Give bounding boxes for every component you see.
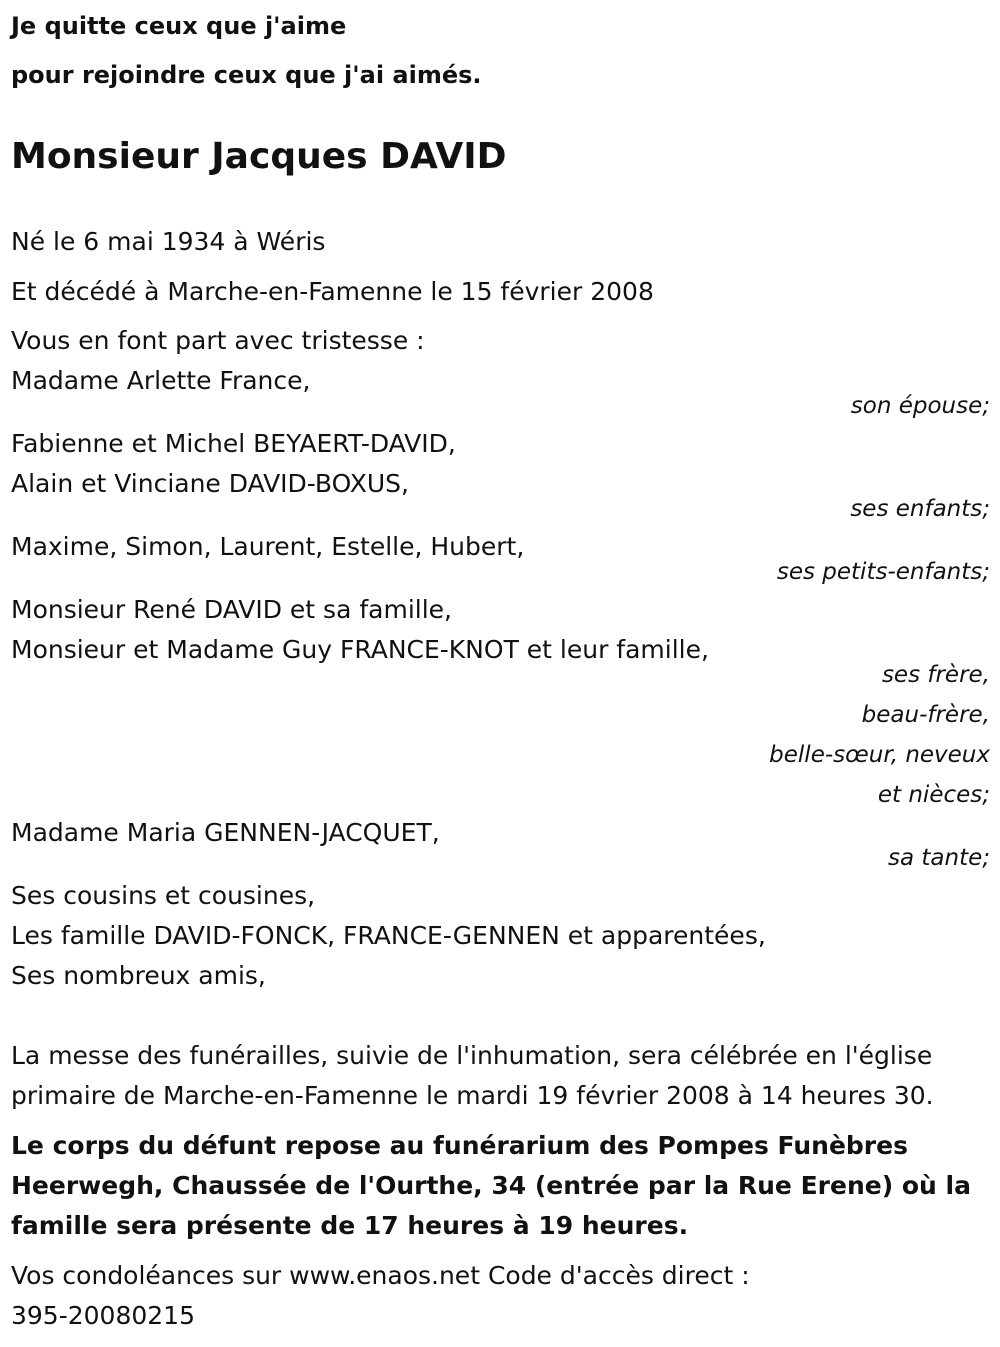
- relation-label: et nièces;: [877, 782, 990, 808]
- others-line: Les famille DAVID-FONCK, FRANCE-GENNEN et apparentées,: [11, 921, 766, 950]
- others-line: Ses nombreux amis,: [11, 961, 266, 990]
- ceremony-line-2: primaire de Marche-en-Famenne le mardi 19 février 2008 à 14 heures 30.: [11, 1081, 934, 1110]
- family-name: Fabienne et Michel BEYAERT-DAVID,: [11, 429, 456, 458]
- family-name: Monsieur et Madame Guy FRANCE-KNOT et leur famille,: [11, 635, 709, 664]
- family-name: Madame Maria GENNEN-JACQUET,: [11, 818, 440, 847]
- epigraph-line-1: Je quitte ceux que j'aime: [11, 12, 347, 40]
- family-name: Alain et Vinciane DAVID-BOXUS,: [11, 469, 409, 498]
- condolences-line: Vos condoléances sur www.enaos.net Code d'accès direct :: [11, 1261, 750, 1290]
- family-name: Maxime, Simon, Laurent, Estelle, Hubert,: [11, 532, 525, 561]
- funerarium-line-3: famille sera présente de 17 heures à 19 heures.: [11, 1211, 689, 1240]
- family-name: Madame Arlette France,: [11, 366, 311, 395]
- family-name: Monsieur René DAVID et sa famille,: [11, 595, 452, 624]
- relation-label: son épouse;: [850, 393, 990, 419]
- announcement-intro: Vous en font part avec tristesse :: [11, 326, 425, 355]
- relation-label: belle-sœur, neveux: [769, 742, 990, 768]
- death-line: Et décédé à Marche-en-Famenne le 15 février 2008: [11, 277, 654, 306]
- relation-label: ses petits-enfants;: [776, 559, 990, 585]
- relation-label: ses frère,: [881, 662, 990, 688]
- funerarium-line-2: Heerwegh, Chaussée de l'Ourthe, 34 (entrée par la Rue Erene) où la: [11, 1171, 971, 1200]
- access-code: 395-20080215: [11, 1301, 195, 1330]
- birth-line: Né le 6 mai 1934 à Wéris: [11, 227, 326, 256]
- deceased-name: Monsieur Jacques DAVID: [11, 136, 507, 177]
- funerarium-line-1: Le corps du défunt repose au funérarium des Pompes Funèbres: [11, 1131, 908, 1160]
- relation-label: ses enfants;: [850, 496, 990, 522]
- relation-label: beau-frère,: [861, 702, 990, 728]
- epigraph-line-2: pour rejoindre ceux que j'ai aimés.: [11, 61, 482, 89]
- relation-label: sa tante;: [888, 845, 990, 871]
- others-line: Ses cousins et cousines,: [11, 881, 316, 910]
- ceremony-line-1: La messe des funérailles, suivie de l'inhumation, sera célébrée en l'église: [11, 1041, 933, 1070]
